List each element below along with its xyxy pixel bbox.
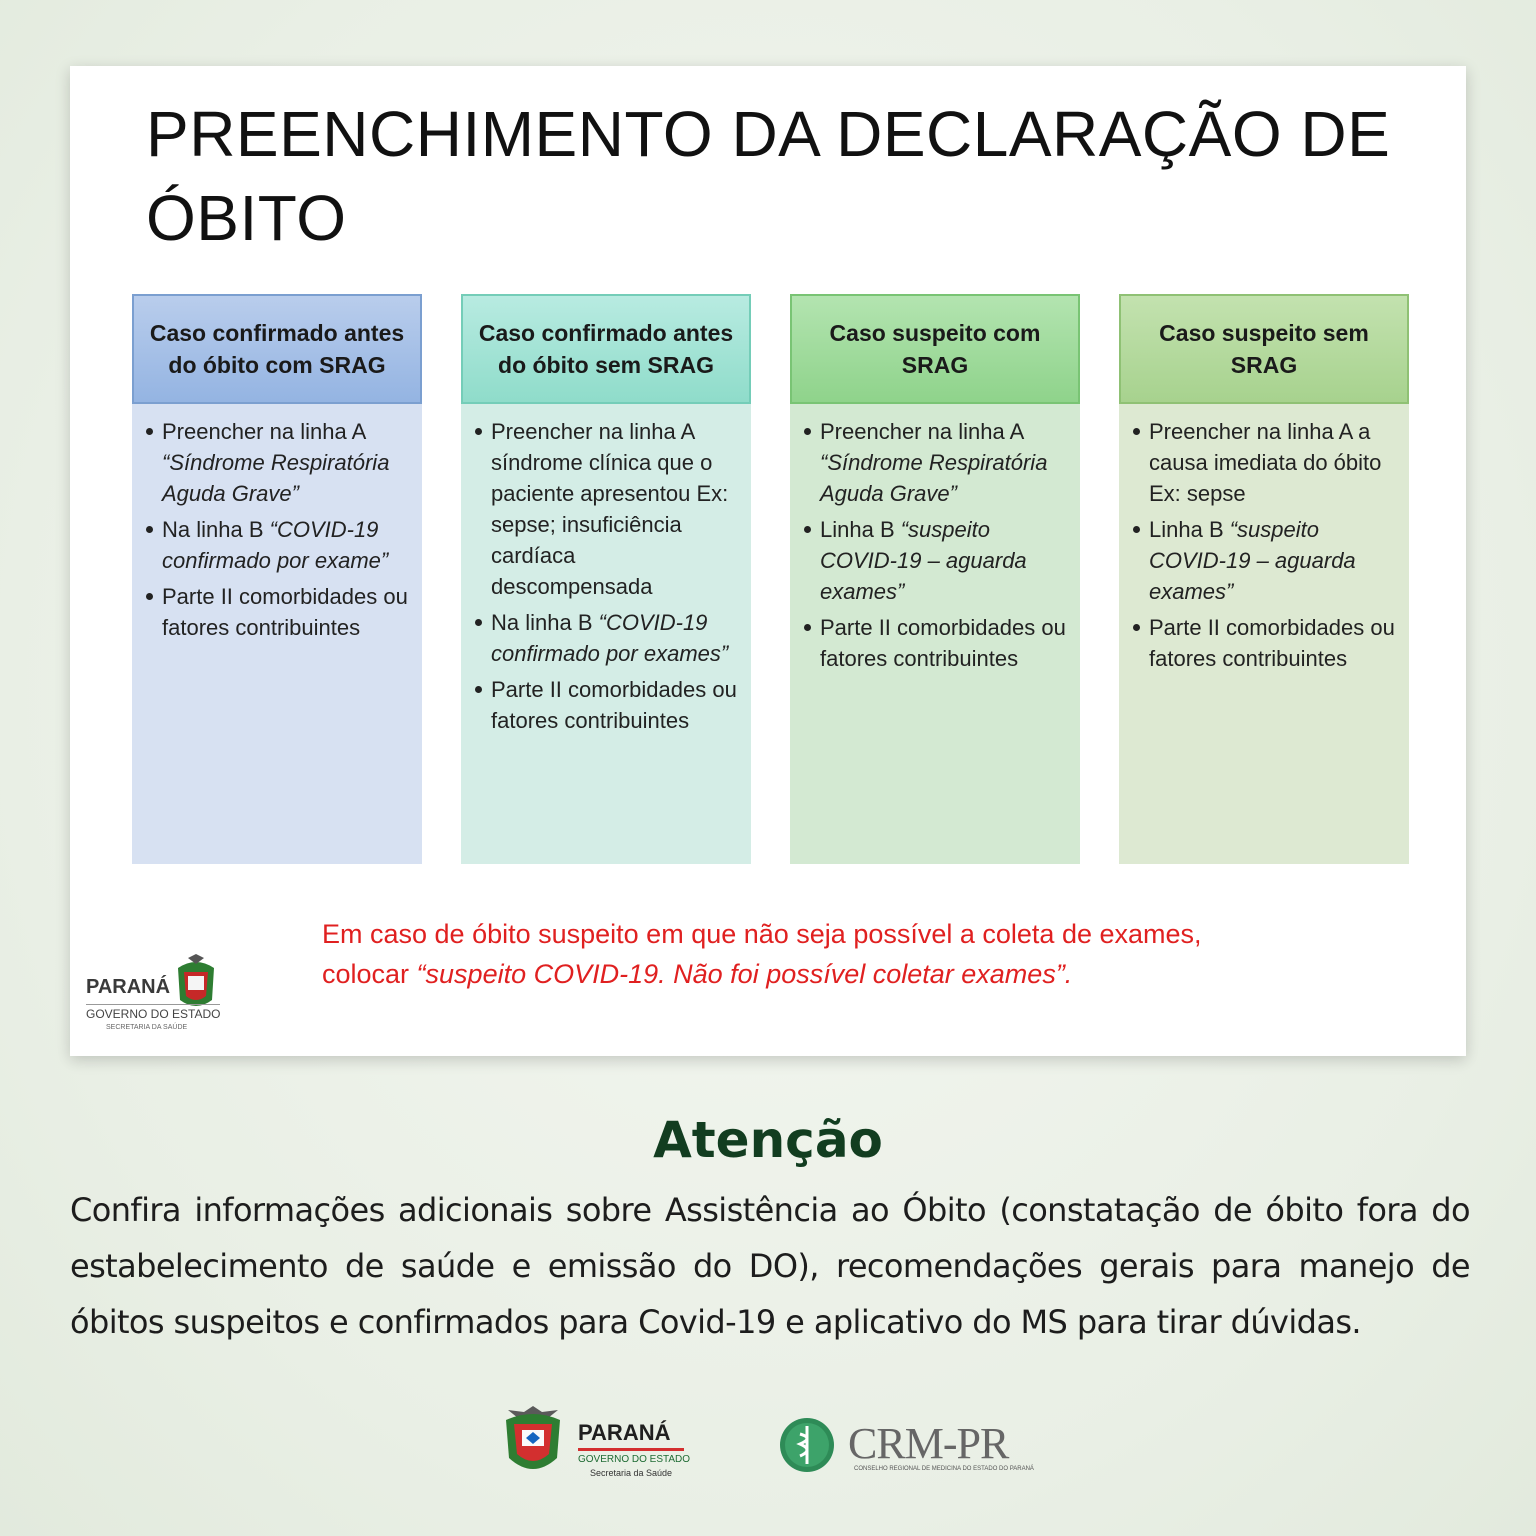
- warning-note: Em caso de óbito suspeito em que não seja possível a coleta de exames, colocar “suspeito COVID-19. Não foi possível coletar exames”.: [322, 919, 1202, 989]
- footer-crm-sub: CONSELHO REGIONAL DE MEDICINA DO ESTADO DO PARANÁ: [854, 1466, 1034, 1472]
- list-item: Preencher na linha A “Síndrome Respiratória Aguda Grave”: [146, 416, 408, 509]
- list-item: Parte II comorbidades ou fatores contribuintes: [804, 612, 1066, 674]
- list-item: Preencher na linha A síndrome clínica que o paciente apresentou Ex: sepse; insuficiência cardíaca descompensada: [475, 416, 737, 602]
- parana-logo: [84, 954, 224, 1044]
- parana-crest-icon: [500, 1404, 566, 1480]
- list-item: Parte II comorbidades ou fatores contribuintes: [1133, 612, 1395, 674]
- list-item: Preencher na linha A “Síndrome Respiratória Aguda Grave”: [804, 416, 1066, 509]
- column-body: [1119, 404, 1409, 864]
- column-confirmed-without-srag: [461, 294, 751, 864]
- logo-subtitle-2: SECRETARIA DA SAÚDE: [106, 1024, 188, 1031]
- column-header: Caso confirmado antes do óbito sem SRAG: [461, 294, 751, 404]
- list-item: Parte II comorbidades ou fatores contribuintes: [146, 581, 408, 643]
- logo-subtitle: GOVERNO DO ESTADO: [86, 1004, 220, 1021]
- slide-title: PREENCHIMENTO DA DECLARAÇÃO DE ÓBITO: [146, 98, 1391, 254]
- footer-parana-gov: GOVERNO DO ESTADO: [578, 1454, 691, 1465]
- column-header: Caso suspeito com SRAG: [790, 294, 1080, 404]
- list-item: Preencher na linha A a causa imediata do óbito Ex: sepse: [1133, 416, 1395, 509]
- list-item: Na linha B “COVID-19 confirmado por exame”: [146, 514, 408, 576]
- column-body: [790, 404, 1080, 864]
- list-item: Linha B “suspeito COVID-19 – aguarda exames”: [804, 514, 1066, 607]
- list-item: Parte II comorbidades ou fatores contribuintes: [475, 674, 737, 736]
- list-item: Na linha B “COVID-19 confirmado por exames”: [475, 607, 737, 669]
- column-suspected-without-srag: [1119, 294, 1409, 864]
- footer-parana-divider: [578, 1448, 684, 1451]
- attention-title: Atenção: [653, 1111, 883, 1169]
- column-header: Caso confirmado antes do óbito com SRAG: [132, 294, 422, 404]
- logo-name: PARANÁ: [86, 976, 171, 998]
- column-suspected-with-srag: [790, 294, 1080, 864]
- footer-parana-name: PARANÁ: [578, 1420, 671, 1445]
- column-confirmed-with-srag: [132, 294, 422, 864]
- column-body: [461, 404, 751, 864]
- attention-text: Confira informações adicionais sobre Assistência ao Óbito (constatação de óbito fora do estabelecimento de saúde e emissão do DO), recomendações gerais para manejo de óbitos suspeitos e confirmados para Covid-19 e aplicativo do MS para tirar dúvidas.: [70, 1191, 1470, 1341]
- caduceus-icon: [778, 1416, 836, 1474]
- slide-card: [70, 66, 1466, 1056]
- list-item: Linha B “suspeito COVID-19 – aguarda exames”: [1133, 514, 1395, 607]
- footer-parana-logo: [500, 1404, 700, 1484]
- footer-crm-name: CRM-PR: [848, 1419, 1009, 1468]
- column-header: Caso suspeito sem SRAG: [1119, 294, 1409, 404]
- footer-crm-logo: [778, 1414, 1048, 1480]
- column-body: [132, 404, 422, 864]
- footer-parana-sec: Secretaria da Saúde: [590, 1468, 673, 1478]
